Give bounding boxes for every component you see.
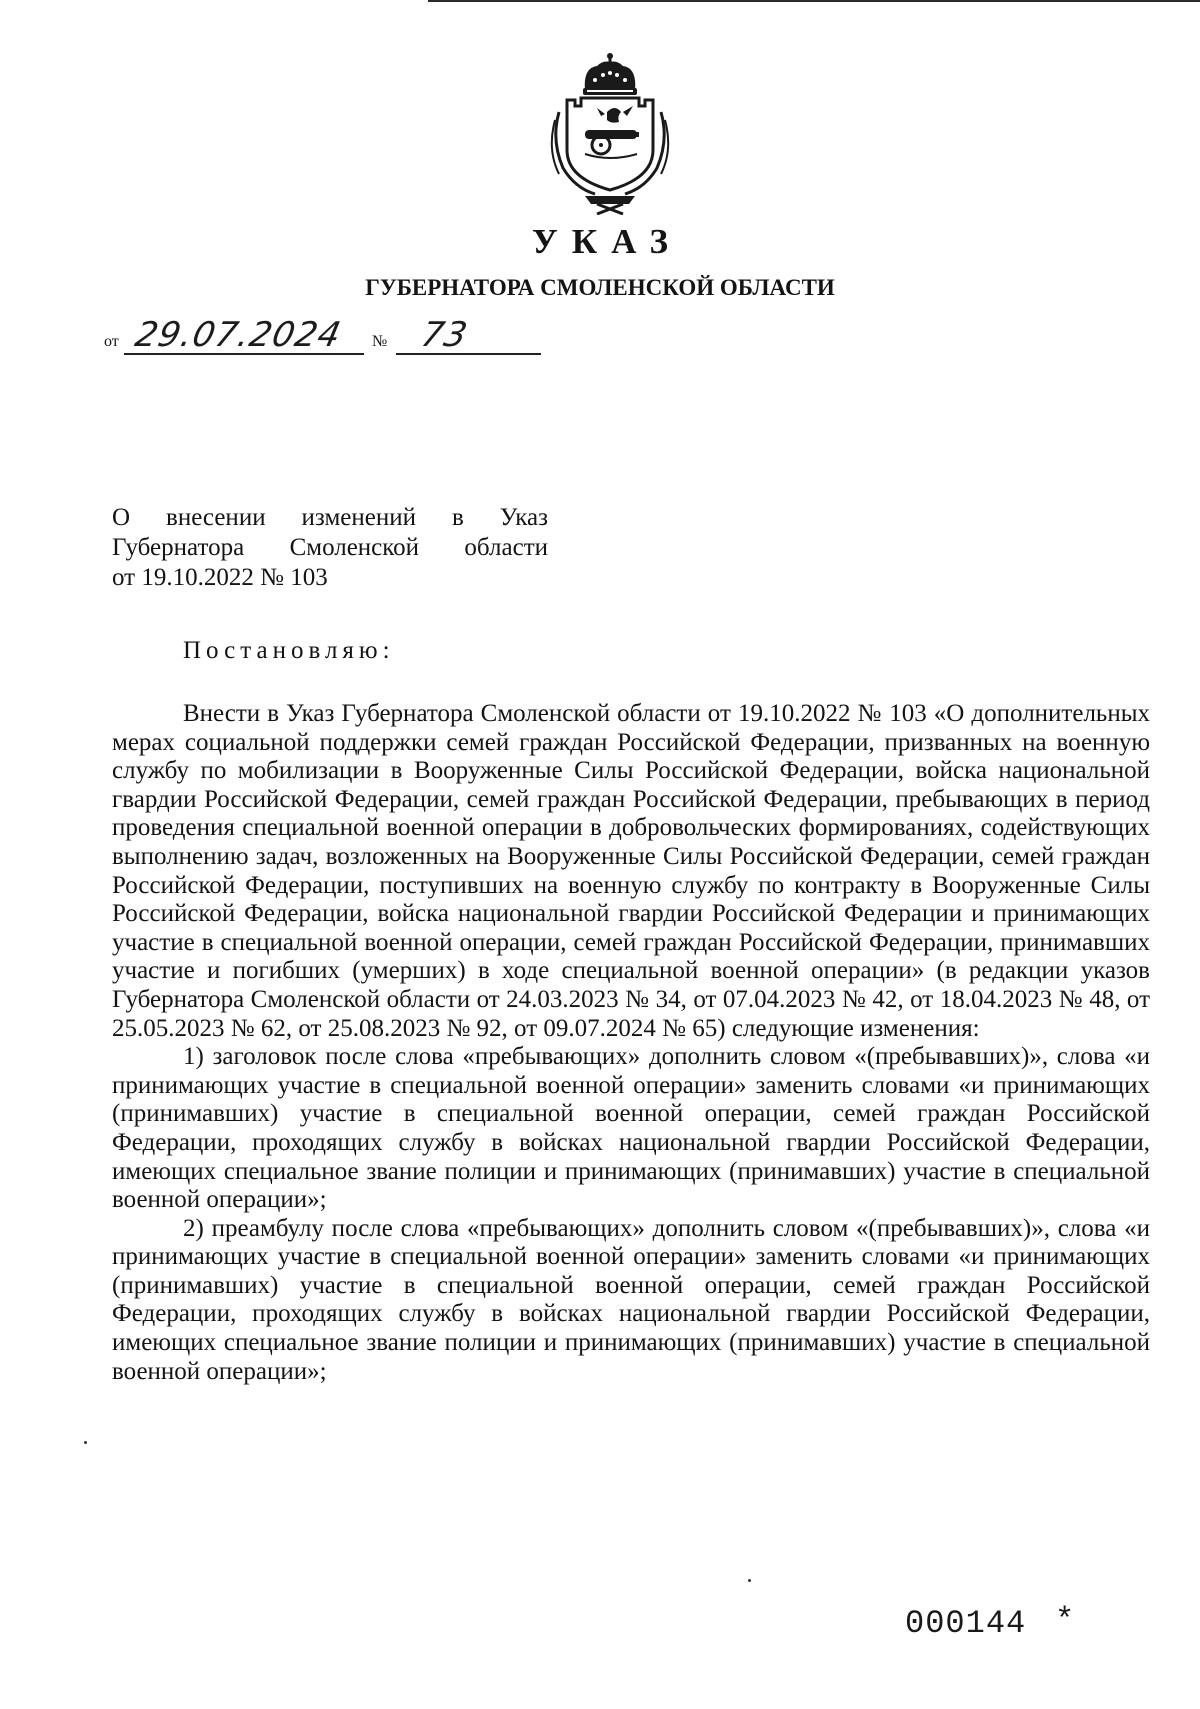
- top-border-line: [428, 0, 1200, 2]
- coat-of-arms-icon: [545, 50, 675, 215]
- document-title: УКАЗ: [532, 222, 682, 261]
- scan-speck: [84, 1441, 87, 1444]
- serial-mark: *: [1055, 1602, 1075, 1639]
- document-subject: [112, 503, 548, 593]
- scan-speck: [748, 1579, 751, 1582]
- body-paragraph: 2) преамбулу после слова «пребывающих» дополнить словом «(пребывавших)», слова «и принимающих участие в специальной военной операции» заменить словами «и принимающих (принимавших) участие в специальной военной операции, семей граждан Российской Федерации, проходящих службу в войсках национальной гвардии Российской Федерации, имеющих специальное звание полиции и принимающих (принимавших) участие в специальной военной операции»;: [112, 1214, 1150, 1385]
- body-paragraph: 1) заголовок после слова «пребывающих» дополнить словом «(пребывавших)», слова «и принимающих участие в специальной военной операции» заменить словами «и принимающих (принимавших) участие в специальной военной операции, семей граждан Российской Федерации, проходящих службу в войсках национальной гвардии Российской Федерации, имеющих специальное звание полиции и принимающих (принимавших) участие в специальной военной операции»;: [112, 1043, 1150, 1214]
- issuer-heading: ГУБЕРНАТОРА СМОЛЕНСКОЙ ОБЛАСТИ: [365, 275, 835, 300]
- date-number-line: [104, 315, 544, 355]
- resolve-label: Постановляю:: [183, 637, 395, 664]
- document-body: [112, 700, 1150, 1386]
- serial-number: 000144: [905, 1605, 1027, 1642]
- handwritten-number: 73: [417, 315, 472, 355]
- number-label: №: [372, 333, 388, 350]
- handwritten-date: 29.07.2024: [131, 315, 345, 355]
- subject-line: Губернатора Смоленской области: [112, 534, 548, 561]
- date-from-label: от: [104, 333, 119, 350]
- subject-line: от 19.10.2022 № 103: [112, 564, 328, 591]
- subject-line: О внесении изменений в Указ: [112, 504, 548, 531]
- body-paragraph: Внести в Указ Губернатора Смоленской области от 19.10.2022 № 103 «О дополнительных мерах социальной поддержки семей граждан Российской Федерации, призванных на военную службу по мобилизации в Вооруженные Силы Российской Федерации, войска национальной гвардии Российской Федерации, семей граждан Российской Федерации, пребывающих в период проведения специальной военной операции в добровольческих формированиях, содействующих выполнению задач, возложенных на Вооруженные Силы Российской Федерации, семей граждан Российской Федерации, поступивших на военную службу по контракту в Вооруженные Силы Российской Федерации, войска национальной гвардии Российской Федерации и принимающих участие в специальной военной операции, семей граждан Российской Федерации, принимавших участие и погибших (умерших) в ходе специальной военной операции» (в редакции указов Губернатора Смоленской области от 24.03.2023 № 34, от 07.04.2023 № 42, от 18.04.2023 № 48, от 25.05.2023 № 62, от 25.08.2023 № 92, от 09.07.2024 № 65) следующие изменения:: [112, 700, 1150, 1042]
